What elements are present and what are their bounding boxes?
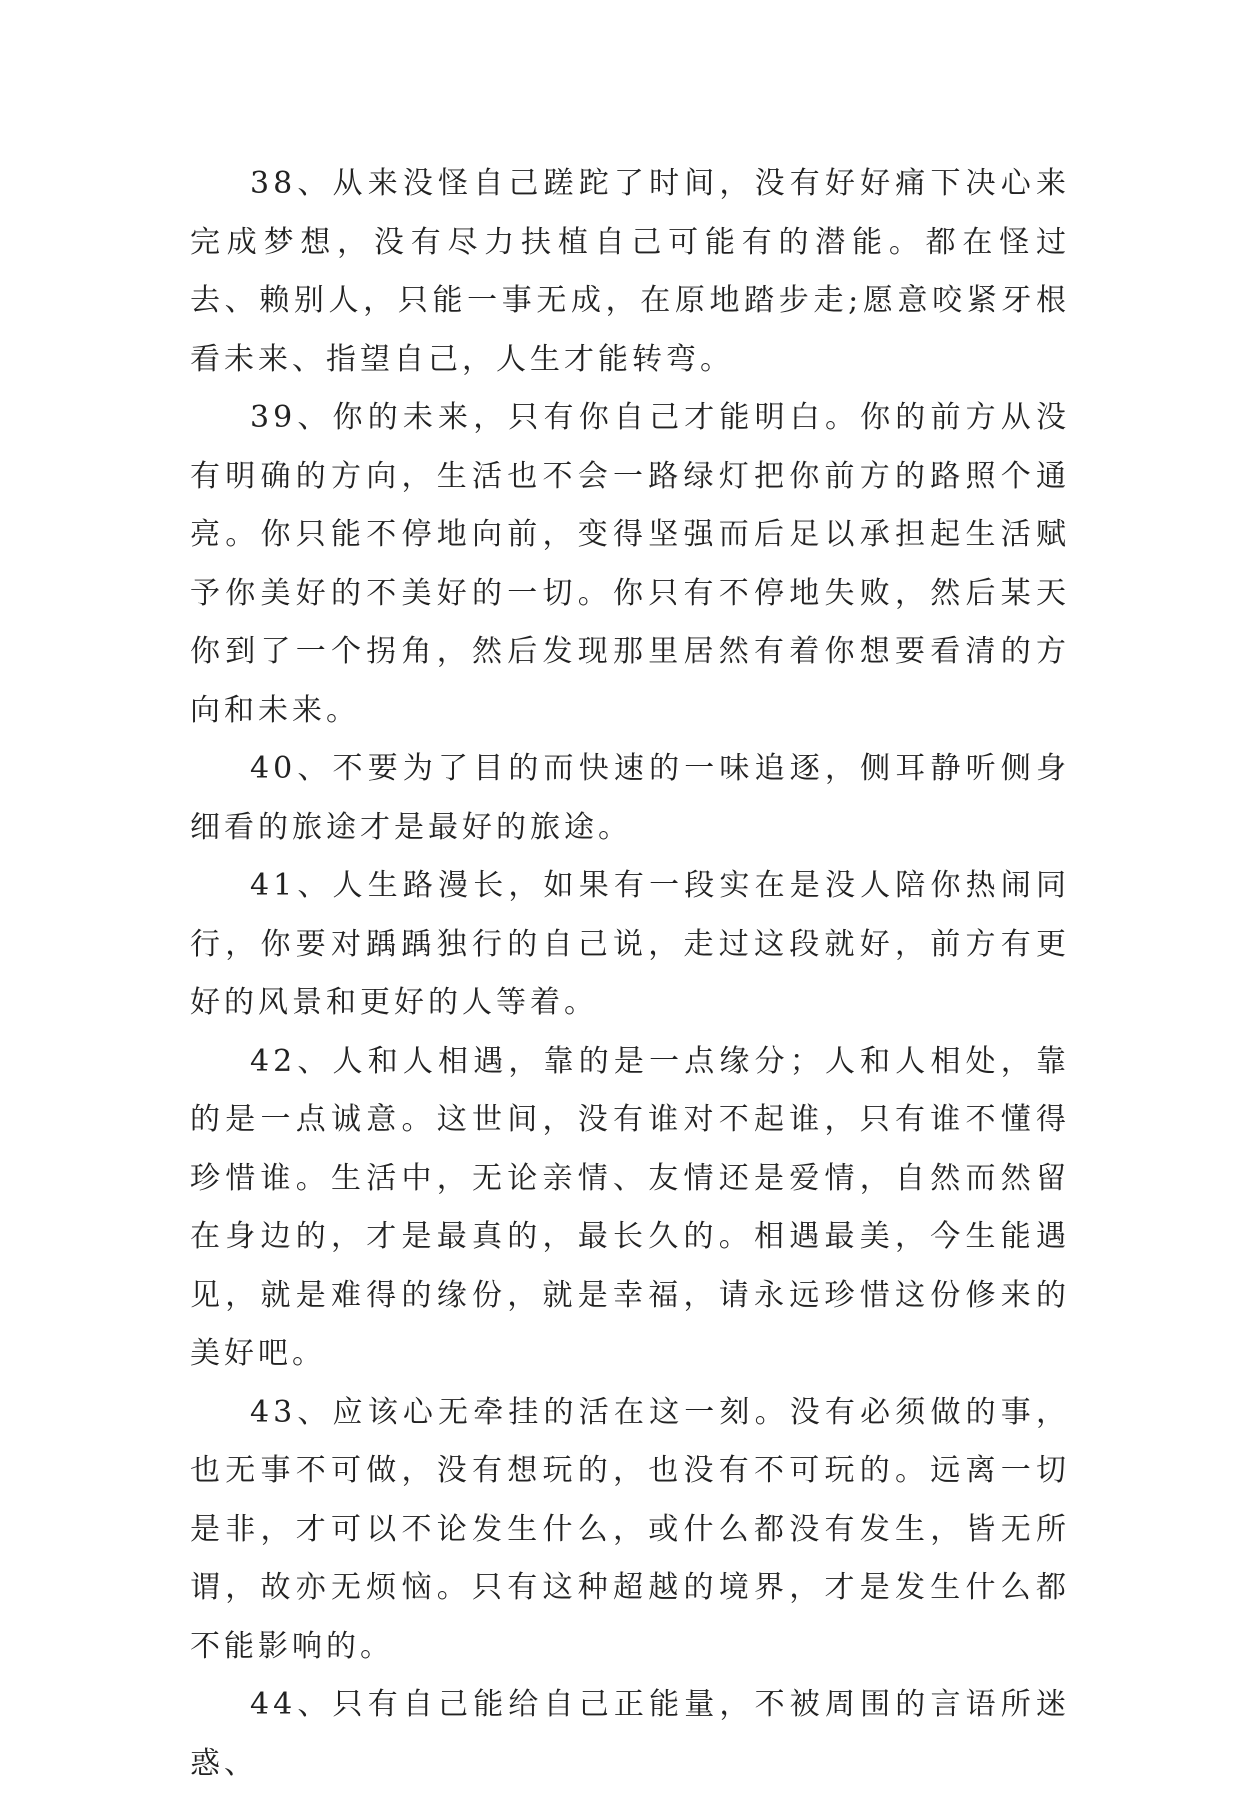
paragraph-41: 41、人生路漫长，如果有一段实在是没人陪你热闹同行，你要对踽踽独行的自己说，走过这段就好，前方有更好的风景和更好的人等着。 (190, 868, 1070, 1020)
paragraph-39: 39、你的未来，只有你自己才能明白。你的前方从没有明确的方向，生活也不会一路绿灯把你前方的路照个通亮。你只能不停地向前，变得坚强而后足以承担起生活赋予你美好的不美好的一切。你只有不停地失败，然后某天你到了一个拐角，然后发现那里居然有着你想要看清的方向和未来。 (190, 400, 1070, 728)
document-body (190, 155, 1070, 1793)
paragraph-42: 42、人和人相遇，靠的是一点缘分；人和人相处，靠的是一点诚意。这世间，没有谁对不起谁，只有谁不懂得珍惜谁。生活中，无论亲情、友情还是爱情，自然而然留在身边的，才是最真的，最长久的。相遇最美，今生能遇见，就是难得的缘份，就是幸福，请永远珍惜这份修来的美好吧。 (190, 1043, 1070, 1371)
paragraph-38: 38、从来没怪自己蹉跎了时间，没有好好痛下决心来完成梦想，没有尽力扶植自己可能有的潜能。都在怪过去、赖别人，只能一事无成，在原地踏步走;愿意咬紧牙根看未来、指望自己，人生才能转弯。 (190, 166, 1070, 377)
paragraph-44: 44、只有自己能给自己正能量，不被周围的言语所迷惑、 (190, 1687, 1070, 1781)
paragraph-40: 40、不要为了目的而快速的一味追逐，侧耳静听侧身细看的旅途才是最好的旅途。 (190, 751, 1070, 845)
paragraph-43: 43、应该心无牵挂的活在这一刻。没有必须做的事，也无事不可做，没有想玩的，也没有不可玩的。远离一切是非，才可以不论发生什么，或什么都没有发生，皆无所谓，故亦无烦恼。只有这种超越的境界，才是发生什么都不能影响的。 (190, 1394, 1070, 1664)
